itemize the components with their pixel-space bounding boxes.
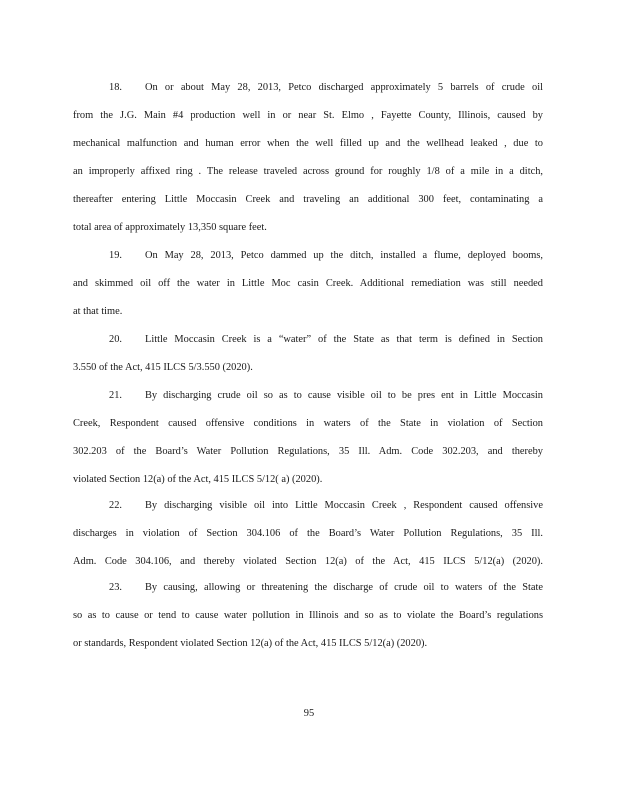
paragraph-number: 22. [109,500,122,511]
text-line: total area of approximately 13,350 square feet. [73,222,267,233]
text-line: 3.550 of the Act, 415 ILCS 5/3.550 (2020). [73,362,253,373]
paragraph-23 [73,574,543,658]
paragraph-first-line: 18. On or about May 28, 2013, Petco discharged approximately 5 barrels of crude oil [73,74,543,102]
paragraph-number: 18. [109,82,122,93]
paragraph-20 [73,326,543,382]
paragraph-21 [73,382,543,494]
text-line: Adm. Code 304.106, and thereby violated Section 12(a) of the Act, 415 ILCS 5/12(a) (2020). [73,556,543,567]
text-line: violated Section 12(a) of the Act, 415 ILCS 5/12( a) (2020). [73,474,323,485]
paragraph-number: 23. [109,582,122,593]
paragraph-first-line: 21. By discharging crude oil so as to cause visible oil to be pres ent in Little Moccasin [73,382,543,410]
text-line: an improperly affixed ring . The release traveled across ground for roughly 1/8 of a mile in a ditch, [73,166,543,177]
text-line: and skimmed oil off the water in Little Moc casin Creek. Additional remediation was still needed [73,278,543,289]
paragraph-first-line: 22. By discharging visible oil into Little Moccasin Creek , Respondent caused offensive [73,492,543,520]
text-line: at that time. [73,306,123,317]
text-line: or standards, Respondent violated Section 12(a) of the Act, 415 ILCS 5/12(a) (2020). [73,638,428,649]
paragraph-number: 21. [109,390,122,401]
paragraph-number: 19. [109,250,122,261]
text-line: Creek, Respondent caused offensive conditions in waters of the State in violation of Section [73,418,543,429]
paragraph-18 [73,74,543,242]
text-line: from the J.G. Main #4 production well in or near St. Elmo , Fayette County, Illinois, caused by [73,110,543,121]
text-line: 302.203 of the Board’s Water Pollution Regulations, 35 Ill. Adm. Code 302.203, and thereby [73,446,543,457]
paragraph-19 [73,242,543,326]
paragraph-first-line: 20. Little Moccasin Creek is a “water” of the State as that term is defined in Section [73,326,543,354]
page-number: 95 [303,708,315,719]
text-line: thereafter entering Little Moccasin Creek and traveling an additional 300 feet, contaminating a [73,194,543,205]
text-line: discharges in violation of Section 304.106 of the Board’s Water Pollution Regulations, 35 Ill. [73,528,543,539]
paragraph-first-line: 23. By causing, allowing or threatening the discharge of crude oil to waters of the State [73,574,543,602]
text-line: so as to cause or tend to cause water pollution in Illinois and so as to violate the Board’s regulations [73,610,543,621]
paragraph-number: 20. [109,334,122,345]
text-line: mechanical malfunction and human error when the well filled up and the wellhead leaked , due to [73,138,543,149]
paragraph-22 [73,492,543,576]
paragraph-first-line: 19. On May 28, 2013, Petco dammed up the ditch, installed a flume, deployed booms, [73,242,543,270]
